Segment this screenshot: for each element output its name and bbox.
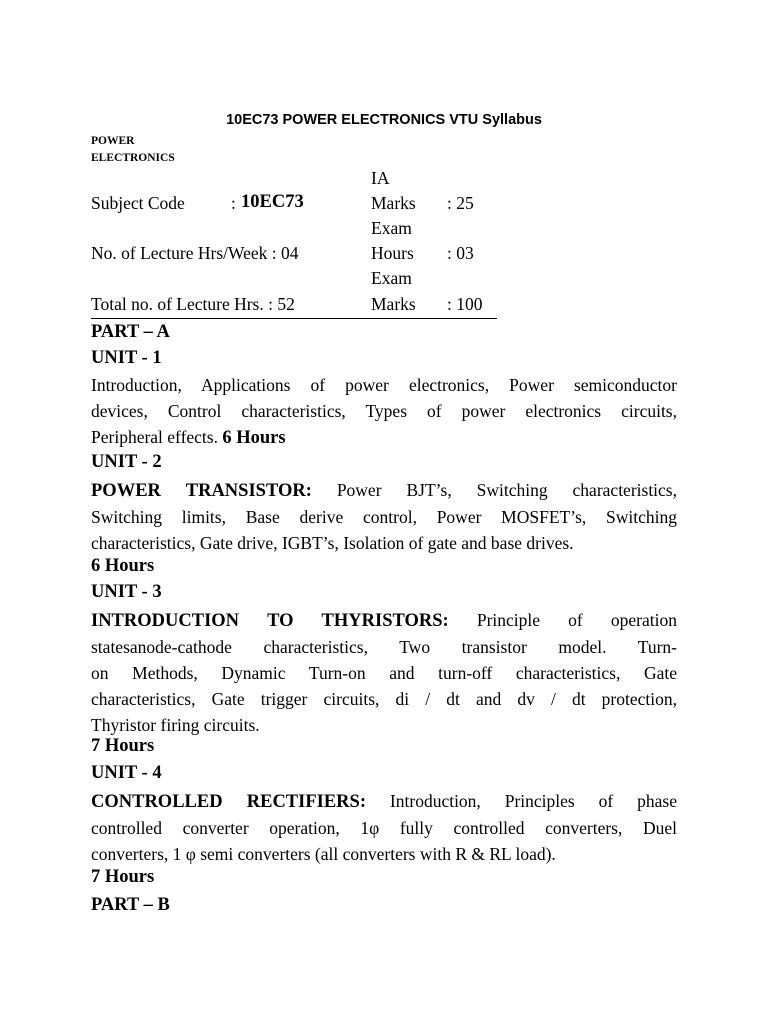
table-divider: [91, 318, 497, 319]
unit-1-hours: 6 Hours: [222, 428, 286, 448]
subject-code-colon: :: [231, 193, 236, 213]
unit-3-line-4: characteristics, Gate trigger circuits, di / dt and dv / dt protection,: [91, 689, 677, 709]
unit-4-lead: CONTROLLED RECTIFIERS:: [91, 792, 366, 812]
unit-2-line-1: [91, 477, 677, 504]
unit-1-line-3-text: Peripheral effects.: [91, 427, 218, 447]
unit-3-line-1-text: Principle of operation: [476, 610, 677, 630]
exam-marks-label-1: Exam: [371, 268, 412, 288]
unit-4-line-1: [91, 788, 677, 815]
unit-3-heading: UNIT - 3: [91, 582, 162, 602]
unit-1-line-2: devices, Control characteristics, Types of power electronics circuits,: [91, 401, 677, 421]
unit-1-line-1: Introduction, Applications of power electronics, Power semiconductor: [91, 375, 677, 395]
unit-4-line-2: controlled converter operation, 1φ fully controlled converters, Duel: [91, 818, 677, 838]
unit-1-line-3: [91, 424, 677, 451]
unit-4-content: [91, 788, 677, 867]
unit-3-line-1: [91, 607, 677, 634]
unit-3-line-5: Thyristor firing circuits.: [91, 715, 260, 735]
lecture-hrs-week: No. of Lecture Hrs/Week : 04: [91, 243, 299, 263]
unit-2-hours: 6 Hours: [91, 556, 155, 576]
exam-marks-label-2: Marks: [371, 294, 416, 314]
document-title: 10EC73 POWER ELECTRONICS VTU Syllabus: [226, 112, 542, 128]
small-heading-line-2: ELECTRONICS: [91, 152, 175, 164]
exam-hours-value: : 03: [447, 243, 474, 263]
unit-3-line-3: on Methods, Dynamic Turn-on and turn-off characteristics, Gate: [91, 663, 677, 683]
total-lecture-hrs: Total no. of Lecture Hrs. : 52: [91, 294, 295, 314]
part-a-heading: PART – A: [91, 322, 170, 342]
exam-marks-value: : 100: [447, 294, 483, 314]
unit-3-line-2: statesanode-cathode characteristics, Two transistor model. Turn-: [91, 637, 677, 657]
ia-label-1: IA: [371, 168, 390, 188]
small-heading-line-1: POWER: [91, 135, 135, 147]
unit-3-content: [91, 607, 677, 738]
unit-3-hours: 7 Hours: [91, 736, 155, 756]
small-heading: [91, 133, 175, 167]
unit-2-content: [91, 477, 677, 556]
unit-4-line-1-text: Introduction, Principles of phase: [389, 791, 677, 811]
ia-value: : 25: [447, 193, 474, 213]
unit-4-heading: UNIT - 4: [91, 763, 162, 783]
unit-2-lead: POWER TRANSISTOR:: [91, 481, 312, 501]
unit-1-content: [91, 372, 677, 451]
unit-2-line-3: characteristics, Gate drive, IGBT’s, Isolation of gate and base drives.: [91, 533, 574, 553]
part-b-heading: PART – B: [91, 895, 170, 915]
unit-4-line-3: converters, 1 φ semi converters (all converters with R & RL load).: [91, 844, 556, 864]
subject-code-label: Subject Code: [91, 193, 185, 213]
subject-code-value: 10EC73: [241, 192, 304, 212]
unit-3-lead: INTRODUCTION TO THYRISTORS:: [91, 611, 449, 631]
unit-1-heading: UNIT - 1: [91, 348, 162, 368]
unit-2-line-1-text: Power BJT’s, Switching characteristics,: [336, 480, 677, 500]
unit-4-hours: 7 Hours: [91, 867, 155, 887]
ia-label-2: Marks: [371, 193, 416, 213]
unit-2-line-2: Switching limits, Base derive control, Power MOSFET’s, Switching: [91, 507, 677, 527]
exam-hours-label-1: Exam: [371, 218, 412, 238]
unit-2-heading: UNIT - 2: [91, 452, 162, 472]
exam-hours-label-2: Hours: [371, 243, 414, 263]
